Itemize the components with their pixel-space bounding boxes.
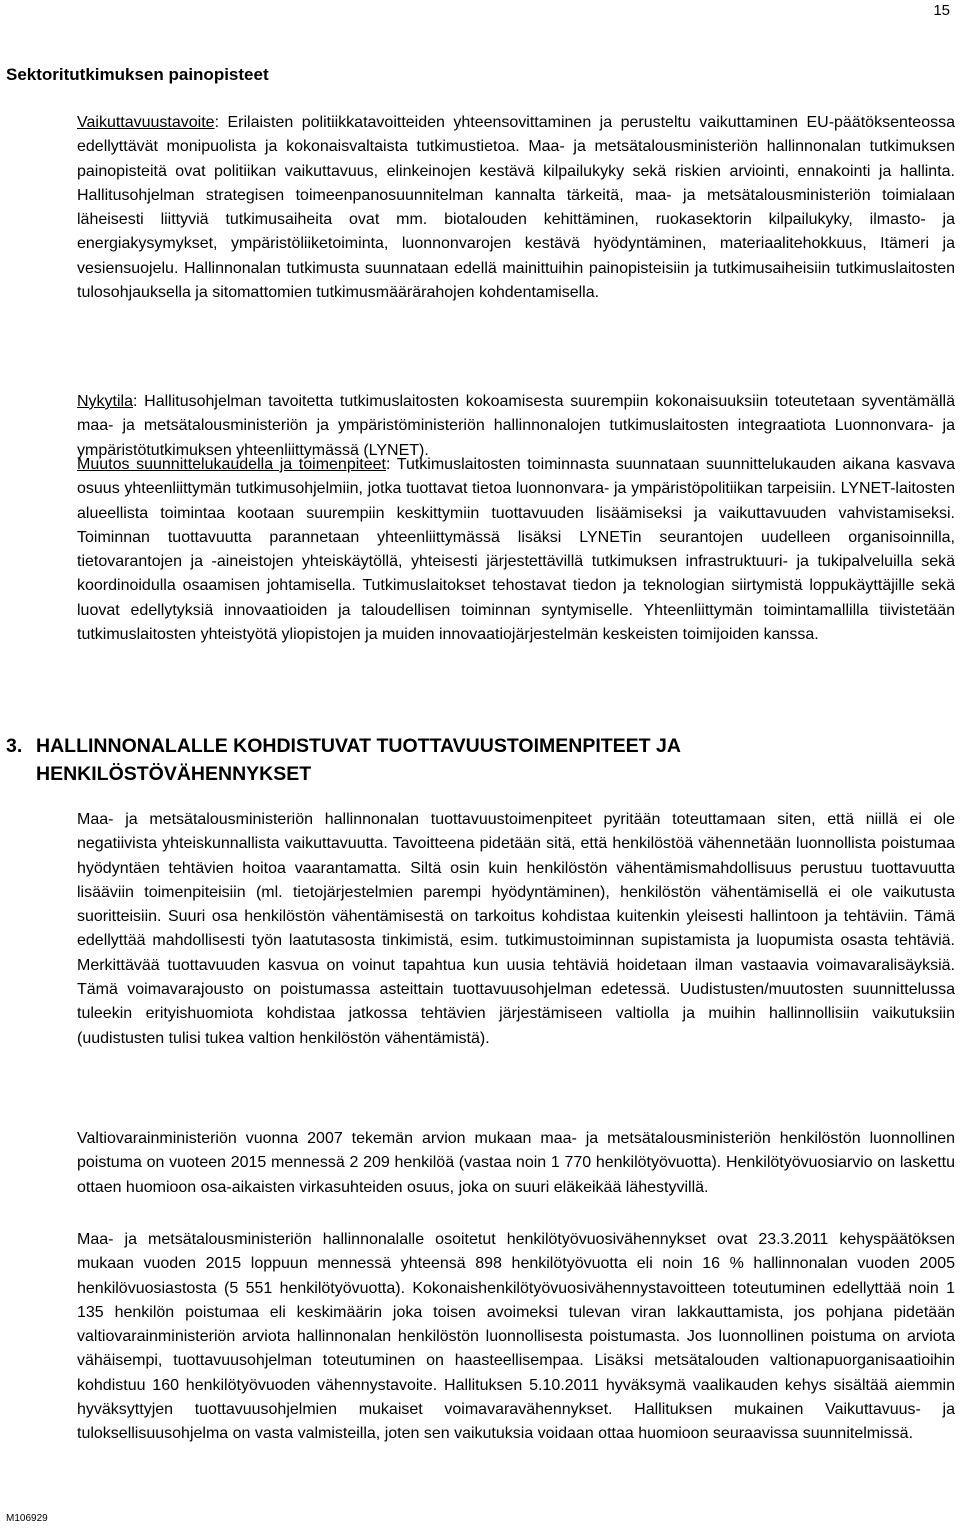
paragraph-text: : Erilaisten politiikkatavoitteiden yhteensovittaminen ja perusteltu vaikuttaminen EU-päätöksenteossa edellyttävät monipuolista ja kokonaisvaltaista tutkimustietoa. Maa- ja metsätalousministeriön hallinnonalan tutkimuksen painopisteitä ovat politiikan vaikuttavuus, elinkeinojen kestävä kilpailukyky sekä riskien arviointi, ennakointi ja hallinta. Hallitusohjelman strategisen toimeenpanosuunnitelman kannalta tärkeitä, maa- ja metsätalousministeriön toimialaan läheisesti liittyviä tutkimusaiheita ovat mm. biotalouden kehittäminen, ruokasektorin kilpailukyky, ilmasto- ja energiakysymykset, ympäristöliiketoiminta, luonnonvarojen kestävä hyödyntäminen, materiaalitehokkuus, Itämeri ja vesiensuojelu. Hallinnonalan tutkimusta suunnataan edellä mainittuihin painopisteisiin ja tutkimusaiheisiin tutkimuslaitosten tulosohjauksella ja sitomattomien tutkimusmäärärahojen kohdentamisella.: [77, 114, 955, 302]
chapter-title-line1: HALLINNONALALLE KOHDISTUVAT TUOTTAVUUSTOIMENPITEET JA: [36, 735, 681, 757]
chapter-heading: [6, 732, 906, 788]
paragraph-lead: Vaikuttavuustavoite: [77, 114, 215, 131]
paragraph-text: : Tutkimuslaitosten toiminnasta suunnataan suunnittelukauden aikana kasvava osuus yhteenliittymän tutkimusohjelmiin, jotka tuottavat tietoa luonnonvara- ja ympäristöpolitiikan tarpeisiin. LYNET-laitosten alueellista toimintaa kootaan suurempiin keskittymiin tuottavuuden lisäämiseksi ja vaikuttavuuden vahvistamiseksi. Toiminnan tuottavuutta parannetaan yhteenliittymässä lisäksi LYNETin seurantojen uudelleen organisoinnilla, tietovarantojen ja -aineistojen yhteiskäytöllä, yhteisesti järjestettävillä tutkimuksen infrastruktuuri- ja tukipalveluilla sekä koordinoidulla osaamisen johtamisella. Tutkimuslaitokset tehostavat tiedon ja teknologian siirtymistä loppukäyttäjille sekä luovat edellytyksiä innovaatioiden ja taloudellisen toiminnan syntymiselle. Yhteenliittymän toimintamallilla tiivistetään tutkimuslaitosten yhteistyötä yliopistojen ja muiden innovaatiojärjestelmän keskeisten toimijoiden kanssa.: [77, 456, 956, 644]
paragraph-lead: Nykytila: [77, 393, 134, 410]
paragraph-vaikuttavuustavoite: [77, 111, 955, 305]
section-title: Sektoritutkimuksen painopisteet: [6, 65, 269, 84]
paragraph-text: : Hallitusohjelman tavoitetta tutkimuslaitosten kokoamisesta suurempiin kokonaisuuksiin toteutetaan syventämällä maa- ja metsätalousministeriön ja ympäristöministeriön hallinnonalojen tutkimuslaitosten integraatiota Luonnonvara- ja ympäristötutkimuksen yhteenliittymässä (LYNET).: [77, 393, 955, 459]
chapter-title-line2: HENKILÖSTÖVÄHENNYKSET: [36, 763, 312, 785]
paragraph-nykytila: [77, 390, 955, 463]
paragraph-tuottavuustoimenpiteet: Maa- ja metsätalousministeriön hallinnonalan tuottavuustoimenpiteet pyritään toteuttamaan siten, että niillä ei ole negatiivista yhteiskunnallista vaikuttavuutta. Tavoitteena pidetään sitä, että henkilöstöä vähennetään luonnollista poistumaa hyödyntäen tehtävien hoitoa vaarantamatta. Siltä osin kuin henkilöstön vähentämismahdollisuus perustuu tuottavuutta lisääviin toimenpiteisiin (ml. tietojärjestelmien parempi hyödyntäminen), henkilöstön vähentämisellä ei ole vaikutusta suoritteisiin. Suuri osa henkilöstön vähentämisestä on tarkoitus kohdistaa kuitenkin yleisesti hallintoon ja tehtäviin. Tämä edellyttää mahdollisesti työn laatutasosta tinkimistä, esim. tutkimustoiminnan supistamista ja luopumista osasta tehtäviä. Merkittävää tuottavuuden kasvua on voinut tapahtua kun uusia tehtäviä hoidetaan ilman vastaavia voimavaralisäyksiä. Tämä voimavarajousto on poistumassa asteittain tuottavuusohjelman edetessä. Uudistusten/muutosten suunnittelussa tuleekin erityishuomiota kohdistaa jatkossa tehtävien järjestämiseen valtiolla ja muihin hallinnollisiin vaikutuksiin (uudistusten tulisi tukea valtion henkilöstön vähentämistä).: [77, 811, 955, 1047]
paragraph-vahennykset: Maa- ja metsätalousministeriön hallinnonalalle osoitetut henkilötyövuosivähennykset ovat 23.3.2011 kehyspäätöksen mukaan vuoden 2015 loppuun mennessä yhteensä 898 henkilötyövuotta eli noin 16 % hallinnonalan vuoden 2005 henkilövuosiastosta (5 551 henkilötyövuotta). Kokonaishenkilötyövuosivähennystavoitteen toteutuminen edellyttää noin 1 135 henkilön poistumaa eli keskimäärin joka toisen avoimeksi tulevan viran lakkauttamista, jos pohjana pidetään valtiovarainministeriön arviota hallinnonalan henkilöstön luonnollisesta poistumasta. Jos luonnollinen poistuma on arviota vähäisempi, tuottavuusohjelman toteutuminen on haasteellisempaa. Lisäksi metsätalouden valtionapuorganisaatioihin kohdistuu 160 henkilötyövuoden vähennystavoite. Hallituksen 5.10.2011 hyväksymä vaalikauden kehys sisältää aiemmin hyväksyttyjen tuottavuusohjelmien mukaiset voimavaravähennykset. Hallituksen mukainen Vaikuttavuus- ja tuloksellisuusohjelma on vasta valmisteilla, joten sen vaikutuksia voidaan ottaa huomioon seuraavissa suunnitelmissä.: [77, 1231, 955, 1443]
chapter-number: 3.: [6, 735, 23, 757]
page-number: 15: [933, 2, 950, 19]
paragraph-lead: Muutos suunnittelukaudella ja toimenpiteet: [77, 456, 386, 473]
paragraph-muutos: [77, 453, 955, 647]
footer-document-code: M106929: [6, 1513, 48, 1524]
paragraph-luonnollinen-poistuma: Valtiovarainministeriön vuonna 2007 tekemän arvion mukaan maa- ja metsätalousministeriön henkilöstön luonnollinen poistuma on vuoteen 2015 mennessä 2 209 henkilöä (vastaa noin 1 770 henkilötyövuotta). Henkilötyövuosiarvio on laskettu ottaen huomioon osa-aikaisten virkasuhteiden osuus, joka on suuri eläkeikää lähestyvillä.: [77, 1130, 955, 1196]
